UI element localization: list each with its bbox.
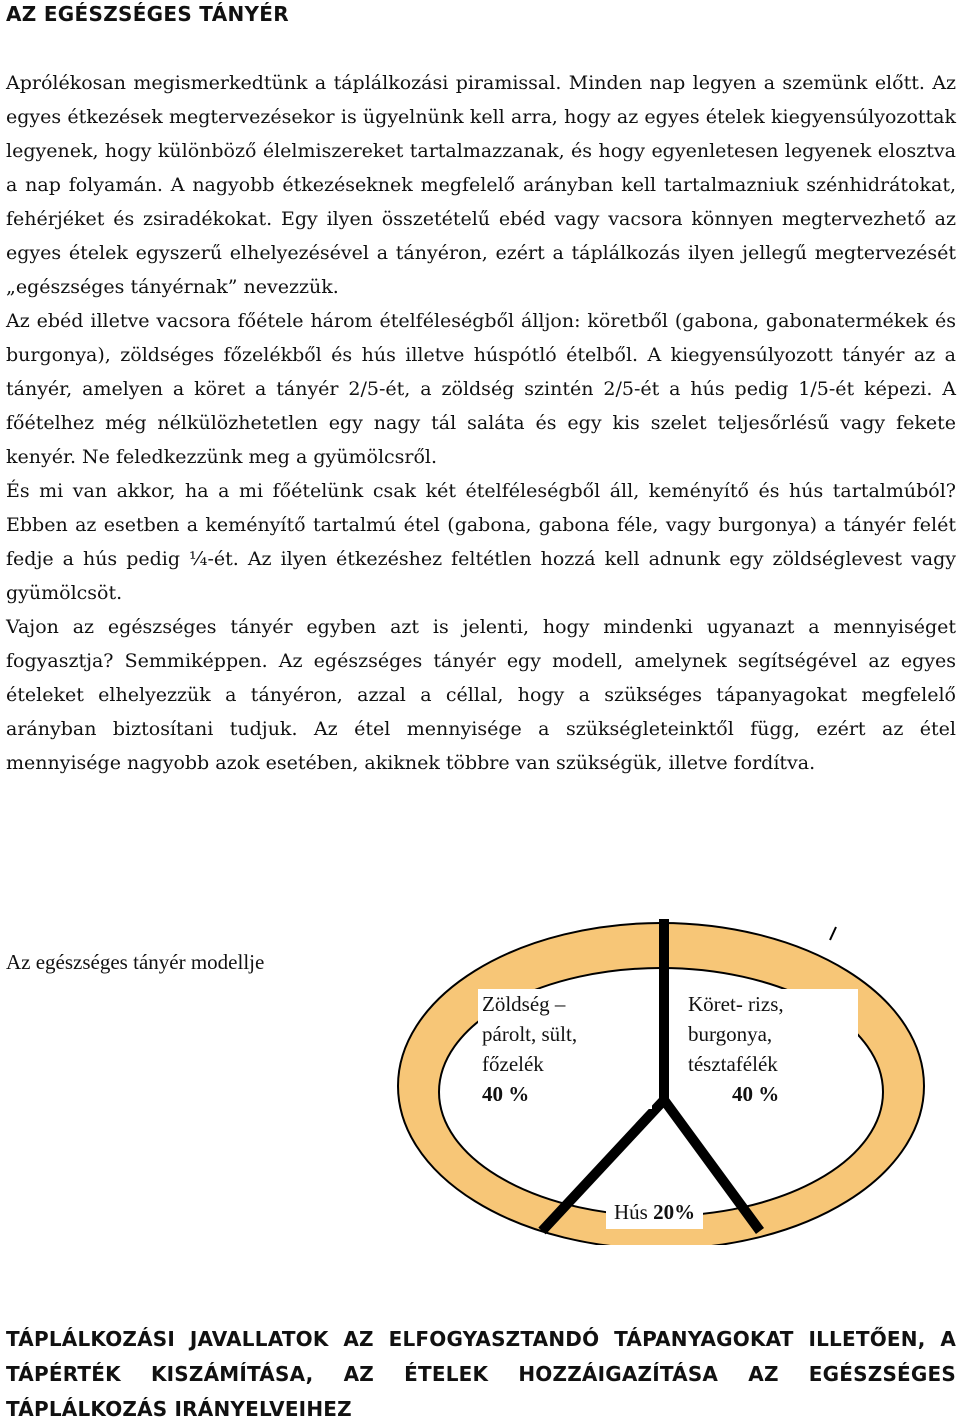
segment-percent: 40 % <box>732 1082 780 1106</box>
page-title: AZ EGÉSZSÉGES TÁNYÉR <box>6 2 289 26</box>
segment-meat <box>606 1195 703 1229</box>
paragraph: Aprólékosan megismerkedtünk a táplálkozási piramissal. Minden nap legyen a szemünk előtt. Az egyes étkezések megtervezésekor is ügyelnünk kell arra, hogy az egyes ételek kiegyensúlyozottak legyenek, hogy különböző élelmiszereket tartalmazzanak, és hogy egyenletesen legyenek elosztva a nap folyamán. A nagyobb étkezéseknek megfelelő arányban kell tartalmazniuk szénhidrátokat, fehérjéket és zsiradékokat. Egy ilyen összetételű ebéd vagy vacsora könnyen megtervezhető az egyes ételek egyszerű elhelyezésével a tányéron, ezért a táplálkozás ilyen jellegű megtervezését „egészséges tányérnak” nevezzük. <box>6 72 956 298</box>
paragraph: És mi van akkor, ha a mi főételünk csak két ételféleségből áll, keményítő és hús tartalmúból? Ebben az esetben a keményítő tartalmú étel (gabona, gabona féle, vagy burgonya) a tányér felét fedje a hús pedig ¼-ét. Az ilyen étkezéshez feltétlen hozzá kell adnunk egy zöldséglevest vagy gyümölcsöt. <box>6 480 956 604</box>
segment-label-line: párolt, sült, <box>482 1022 578 1046</box>
segment-percent: 20% <box>653 1200 696 1224</box>
figure-caption: Az egészséges tányér modellje <box>6 950 265 974</box>
segment-percent: 40 % <box>482 1082 530 1106</box>
segment-label-line: tésztafélék <box>688 1052 778 1076</box>
tick-mark <box>830 927 836 940</box>
paragraph: Vajon az egészséges tányér egyben azt is jelenti, hogy mindenki ugyanazt a mennyiséget fogyasztja? Semmiképpen. Az egészséges tányér egy modell, amelynek segítségével az egyes ételeket elhelyezzük a tányéron, azzal a céllal, hogy a szükséges tápanyagokat megfelelő arányban biztosítani tudjuk. Az étel mennyisége a szükségleteinktől függ, ezért az étel mennyisége nagyobb azok esetében, akiknek többre van szükségük, illetve fordítva. <box>6 616 956 774</box>
section-heading: TÁPLÁLKOZÁSI JAVALLATOK AZ ELFOGYASZTANDÓ TÁPANYAGOKAT ILLETŐEN, A TÁPÉRTÉK KISZÁMÍTÁSA, AZ ÉTELEK HOZZÁIGAZÍTÁSA AZ EGÉSZSÉGES TÁPLÁLKOZÁS IRÁNYELVEIHEZ <box>6 1327 956 1421</box>
plate-illustration <box>384 905 960 1245</box>
segment-label: Hús <box>614 1200 648 1224</box>
body-text <box>6 66 956 780</box>
segment-vegetables <box>478 989 652 1109</box>
segment-label-line: Zöldség – <box>482 992 566 1016</box>
segment-label-line: Köret- rizs, <box>688 992 784 1016</box>
segment-label-line: főzelék <box>482 1052 544 1076</box>
paragraph: Az ebéd illetve vacsora főétele három ételféleségből álljon: köretből (gabona, gabonatermékek és burgonya), zöldséges főzelékből és hús illetve húspótló ételből. A kiegyensúlyozott tányér az a tányér, amelyen a köret a tányér 2/5-ét, a zöldség szintén 2/5-ét a hús pedig 1/5-ét képezi. A főételhez még nélkülözhetetlen egy nagy tál saláta és egy kis szelet teljesőrlésű vagy fekete kenyér. Ne feledkezzünk meg a gyümölcsről. <box>6 310 956 468</box>
healthy-plate-diagram <box>384 905 960 1245</box>
segment-label-line: burgonya, <box>688 1022 773 1046</box>
segment-side-dish <box>686 989 858 1109</box>
